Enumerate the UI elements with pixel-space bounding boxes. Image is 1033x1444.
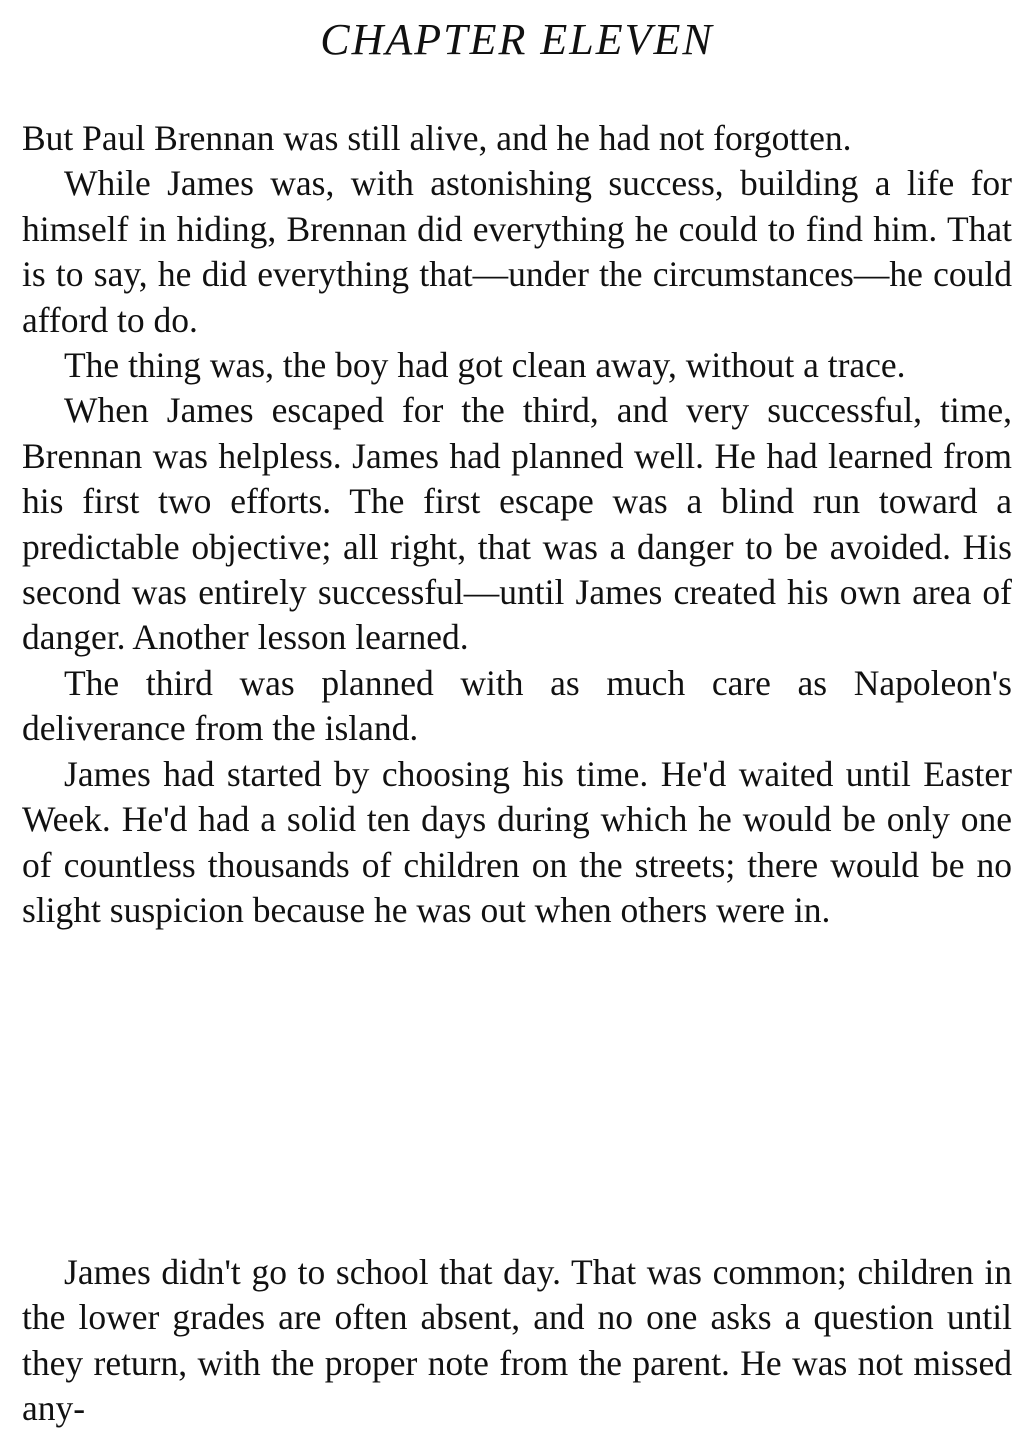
chapter-body (22, 116, 1012, 933)
paragraph-4: When James escaped for the third, and very successful, time, Brennan was helpless. James had planned well. He had learned from his first two efforts. The first escape was a blind run toward a predictable objective; all right, that was a danger to be avoided. His second was entirely successful—until James created his own area of danger. Another lesson learned. (22, 390, 1012, 658)
paragraph-3: The thing was, the boy had got clean away, without a trace. (64, 345, 906, 386)
paragraph-1: But Paul Brennan was still alive, and he had not forgotten. (22, 118, 852, 158)
book-page (22, 0, 1012, 1444)
paragraph-7: James didn't go to school that day. That was common; children in the lower grades are often absent, and no one asks a question until they return, with the proper note from the parent. He was not missed any- (22, 1252, 1012, 1429)
paragraph-6: James had started by choosing his time. He'd waited until Easter Week. He'd had a solid ten days during which he would be only one of countless thousands of children on the streets; there would be no slight suspicion because he was out when others were in. (22, 753, 1012, 930)
section-break-body (22, 1250, 1012, 1432)
paragraph-5: The third was planned with as much care as Napoleon's deliverance from the island. (22, 662, 1012, 749)
paragraph-2: While James was, with astonishing success, building a life for himself in hiding, Brennan did everything he could to find him. That is to say, he did everything that—under the circumstances—he could afford to do. (22, 163, 1012, 340)
chapter-heading: CHAPTER ELEVEN (320, 15, 714, 64)
